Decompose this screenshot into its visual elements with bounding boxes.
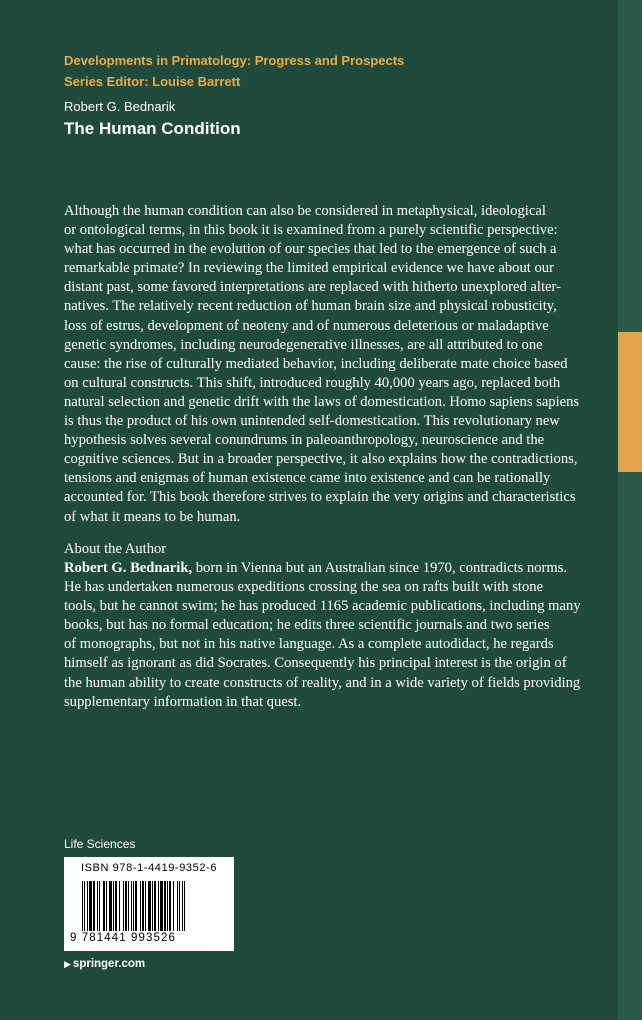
abstract-line: loss of estrus, development of neoteny and of numerous deleterious or maladaptive (64, 317, 549, 334)
author-bio (64, 559, 581, 712)
bio-line: the human ability to create constructs of reality, and in a wide variety of fields providing (64, 674, 581, 691)
barcode-bar (167, 881, 168, 931)
bio-line: supplementary information in that quest. (64, 693, 302, 710)
barcode-bar (115, 881, 117, 931)
barcode-bar (169, 881, 171, 931)
barcode-bar (87, 881, 88, 931)
spine-stripe (618, 0, 642, 1020)
barcode-bar (82, 881, 83, 931)
abstract-line: is thus the product of his own unintended self-domestication. This revolutionary new (64, 413, 560, 430)
barcode-bar (109, 881, 112, 931)
barcode-bar (145, 881, 146, 931)
barcode-bar (177, 881, 178, 931)
series-info (64, 50, 404, 92)
abstract-line: genetic syndromes, including neurodegenerative illnesses, are all attributed to one (64, 336, 543, 353)
bio-line: He has undertaken numerous expeditions crossing the sea on rafts built with stone (64, 579, 544, 596)
arrow-right-icon: ▶ (64, 959, 71, 969)
barcode-bar (164, 881, 166, 931)
bio-line: of monographs, but not in his native language. As a complete autodidact, he regards (64, 636, 554, 653)
abstract-line: distant past, some favored interpretations are replaced with hitherto unexplored alter- (64, 279, 561, 296)
barcode-bar (158, 881, 159, 931)
barcode-bar (142, 881, 144, 931)
barcode-bar (135, 881, 137, 931)
spine-color-tab (618, 332, 642, 472)
abstract-line: cognitive sciences. But in a broader perspective, it also explains how the contradictions, (64, 451, 578, 468)
abstract-line: accounted for. This book therefore strives to explain the very origins and characteristics (64, 489, 576, 506)
barcode-bar (182, 881, 183, 931)
bio-line: books, but has no formal education; he edits three scientific journals and two series (64, 617, 550, 634)
bio-author-name: Robert G. Bednarik, (64, 560, 193, 576)
ean-digits: 9 781441 993526 (70, 932, 177, 944)
abstract-line: tensions and enigmas of human existence came into existence and can be rationally (64, 470, 551, 487)
barcode-bar (184, 881, 185, 931)
barcode-bar (152, 881, 153, 931)
about-author-heading: About the Author (64, 541, 167, 557)
bio-first-line-text: born in Vienna but an Australian since 1970, contradicts norms. (192, 560, 568, 576)
category-label: Life Sciences (64, 837, 136, 851)
abstract-line: cause: the rise of culturally mediated behavior, including deliberate mate choice based (64, 355, 568, 372)
abstract-line: hypothesis solves several conundrums in paleoanthropology, neuroscience and the (64, 432, 545, 449)
barcode-bar (179, 881, 180, 931)
bio-line: tools, but he cannot swim; he has produced 1165 academic publications, including many (64, 598, 581, 615)
barcode-bar (97, 881, 98, 931)
barcode-bar (140, 881, 141, 931)
barcode-bar (125, 881, 127, 931)
abstract (64, 202, 579, 527)
barcode-bar (106, 881, 107, 931)
barcode-bar (131, 881, 132, 931)
barcode-bar (123, 881, 124, 931)
book-author: Robert G. Bednarik (64, 99, 176, 114)
barcode-bar (160, 881, 163, 931)
bio-line-first (64, 559, 581, 578)
publisher-url: springer.com (72, 958, 146, 970)
abstract-line: what has occurred in the evolution of our species that led to the emergence of such a (64, 241, 557, 258)
barcode-bar (99, 881, 100, 931)
publisher-link[interactable] (64, 958, 145, 970)
abstract-line: of what it means to be human. (64, 508, 241, 525)
isbn-barcode (64, 857, 234, 951)
abstract-line: or ontological terms, in this book it is examined from a purely scientific perspective: (64, 222, 558, 239)
barcode-bar (173, 881, 174, 931)
isbn-number: ISBN 978-1-4419-9352-6 (80, 862, 218, 874)
abstract-line: natives. The relatively recent reduction of human brain size and physical robusticity, (64, 298, 557, 315)
barcode-bar (113, 881, 114, 931)
barcode-bar (154, 881, 156, 931)
abstract-line: natural selection and genetic drift with the laws of domestication. Homo sapiens sapiens (64, 393, 580, 410)
barcode-bars (82, 881, 226, 931)
series-title: Developments in Primatology: Progress and Prospects (64, 53, 405, 68)
series-editor: Series Editor: Louise Barrett (64, 74, 241, 89)
abstract-line: remarkable primate? In reviewing the limited empirical evidence we have about our (64, 260, 554, 277)
abstract-line: on cultural constructs. This shift, introduced roughly 40,000 years ago, replaced both (64, 374, 561, 391)
abstract-line: Although the human condition can also be considered in metaphysical, ideological (64, 203, 546, 219)
barcode-bar (128, 881, 129, 931)
barcode-bar (89, 881, 92, 931)
barcode-bar (93, 881, 95, 931)
barcode-bar (119, 881, 120, 931)
barcode-bar (148, 881, 151, 931)
book-title: The Human Condition (64, 119, 241, 138)
barcode-bar (84, 881, 85, 931)
barcode-bar (133, 881, 134, 931)
barcode-bar (103, 881, 105, 931)
bio-line: himself as ignorant as did Socrates. Consequently his principal interest is the origin of (64, 655, 567, 672)
